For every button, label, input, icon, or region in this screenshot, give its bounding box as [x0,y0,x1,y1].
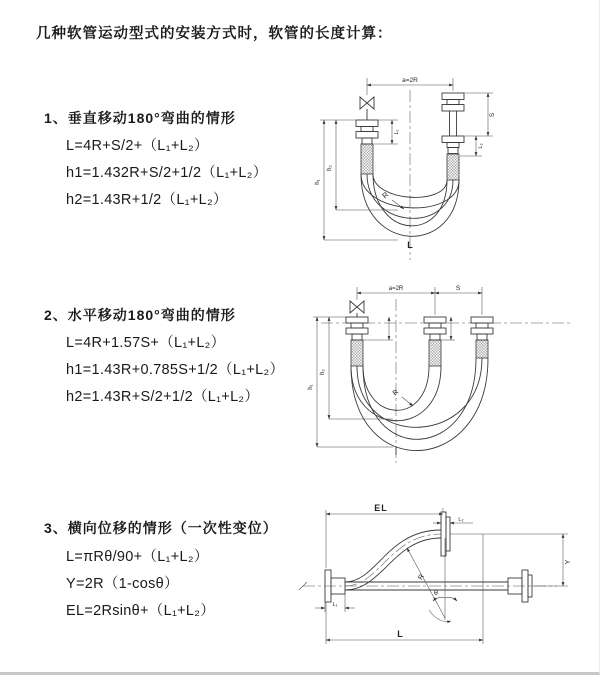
dim-label-l1: L₁ [332,602,338,608]
diagram-vertical-180-bend [310,70,590,266]
dim-label-l2: L₂ [478,143,484,149]
section-1-formula-l: L=4R+S/2+（L₁+L₂） [66,138,209,154]
section-3-formula-el: EL=2Rsinθ+（L₁+L₂） [66,603,216,619]
section-1-heading: 1、垂直移动180°弯曲的情形 [44,110,236,126]
diagram-lateral-displacement [295,500,600,655]
diagram-horizontal-180-bend [305,279,593,475]
valve-icon [360,97,374,120]
dim-label-h2: h₂ [320,369,326,375]
section-1-formula-h2: h2=1.43R+1/2（L₁+L₂） [66,192,228,208]
dim-label-a2r: a=2R [388,286,404,292]
page-title: 几种软管运动型式的安装方式时，软管的长度计算： [36,26,393,42]
dim-label-h1: h₁ [308,384,314,390]
hose-body [346,301,493,455]
dim-label-theta: θ [434,590,438,597]
section-2-formula-h2: h2=1.43R+S/2+1/2（L₁+L₂） [66,389,260,405]
dim-label-r: R [380,189,391,201]
dim-label-a2r: a=2R [402,77,418,84]
dim-label-r: R [391,388,401,398]
dim-label-r: R [417,573,426,582]
valve-icon [350,301,364,317]
dimensions [320,78,493,240]
dim-label-h2: h₂ [327,165,333,171]
section-2-formula-h1: h1=1.43R+0.785S+1/2（L₁+L₂） [66,362,285,378]
section-3-formula-l: L=πRθ/90+（L₁+L₂） [66,549,209,565]
dim-label-s: S [455,285,461,292]
dim-label-l-total: L [407,240,413,250]
hose-body [325,512,532,602]
section-3-formula-y: Y=2R（1-cosθ） [66,576,179,592]
dim-label-l1: L₁ [394,129,400,135]
dim-label-h1: h₁ [315,179,321,185]
dimensions [315,508,568,644]
section-1-formula-h1: h1=1.432R+S/2+1/2（L₁+L₂） [66,165,268,181]
dim-label-l-total: L [397,629,403,639]
dim-label-s: S [489,112,496,118]
dim-label-el: EL [374,503,388,513]
dim-label-l2: L₂ [458,517,464,523]
section-3-heading: 3、横向位移的情形（一次性变位） [44,520,278,536]
section-2-heading: 2、水平移动180°弯曲的情形 [44,307,236,323]
dimensions [313,287,482,447]
section-2-formula-l: L=4R+1.57S+（L₁+L₂） [66,335,226,351]
dim-label-y: Y [565,559,572,565]
